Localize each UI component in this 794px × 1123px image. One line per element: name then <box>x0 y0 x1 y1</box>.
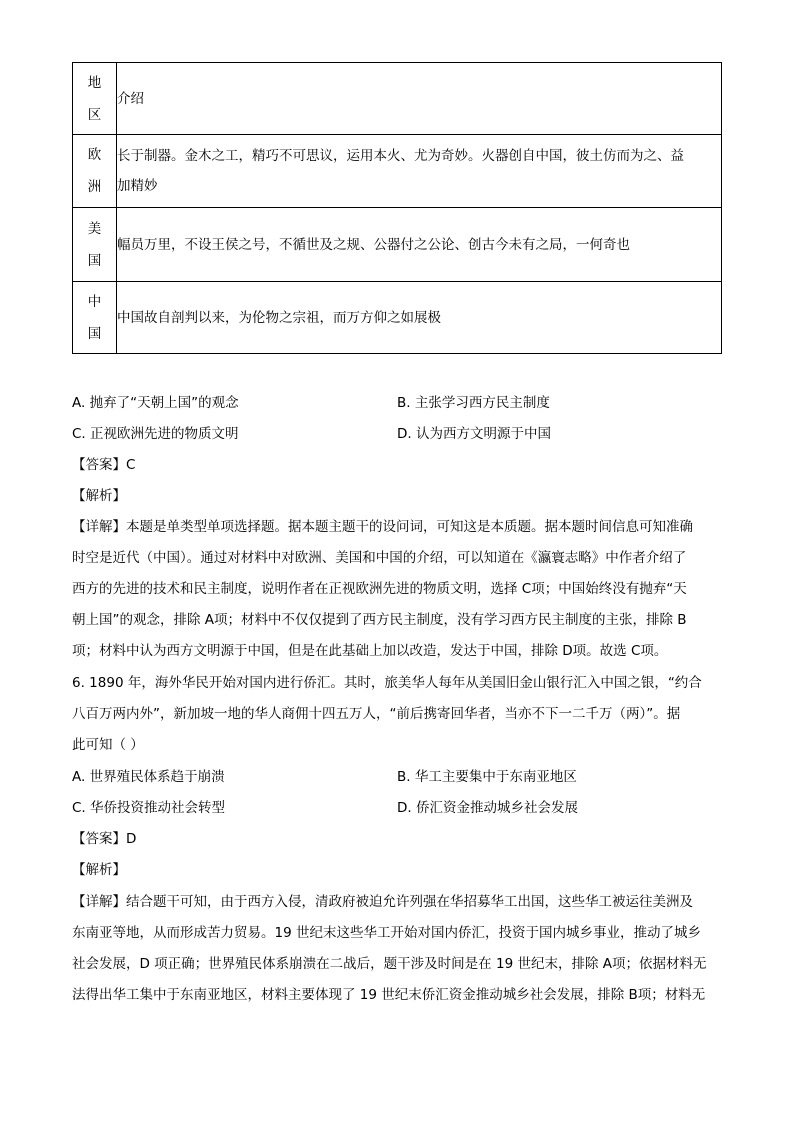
q6-option-c: C. 华侨投资推动社会转型 <box>72 800 226 816</box>
q6-detail-line: 东南亚等地，从而形成苦力贸易。19 世纪末这些华工开始对国内侨汇，投资于国内城乡事业，推动了城乡 <box>72 925 701 941</box>
table-row-china <box>73 282 722 354</box>
region-cell <box>73 282 117 354</box>
table-header-row <box>73 63 722 135</box>
content-line: 幅员万里，不设王侯之号，不循世及之规、公器付之公论、创古今未有之局，一何奇也 <box>117 236 630 253</box>
header-content-text: 介绍 <box>117 90 144 107</box>
region-cell <box>73 135 117 208</box>
content-cell <box>117 282 722 354</box>
content-line: 加精妙 <box>117 178 158 194</box>
q5-option-d: D. 认为西方文明源于中国 <box>397 426 551 442</box>
q6-option-b: B. 华工主要集中于东南亚地区 <box>397 769 577 785</box>
table-row-america <box>73 208 722 282</box>
q5-analysis-label: 【解析】 <box>72 488 126 504</box>
q6-detail-line: 法得出华工集中于东南亚地区，材料主要体现了 19 世纪末侨汇资金推动城乡社会发展，排除 B项；材料无 <box>72 987 706 1003</box>
q5-detail-line: 时空是近代（中国）。通过对材料中对欧洲、美国和中国的介绍，可以知道在《瀛寰志略》中作者介绍了 <box>72 550 687 566</box>
q5-detail-line: 项；材料中认为西方文明源于中国，但是在此基础上加以改造，发达于中国，排除 D项。故选 C项。 <box>72 643 668 659</box>
region-char: 国 <box>87 252 102 269</box>
q6-stem-line: 6. 1890 年，海外华民开始对国内进行侨汇。其时，旅美华人每年从美国旧金山银行汇入中国之银，“约合 <box>72 675 702 691</box>
header-region-char: 区 <box>87 106 102 123</box>
table-row-europe <box>73 135 722 208</box>
q5-option-a: A. 抛弃了“天朝上国”的观念 <box>72 395 239 411</box>
region-cell <box>73 208 117 282</box>
region-char: 美 <box>87 220 102 237</box>
q6-answer: 【答案】D <box>72 831 137 847</box>
region-char: 中 <box>87 293 102 310</box>
region-char: 国 <box>87 325 102 342</box>
content-cell <box>117 208 722 282</box>
content-cell <box>117 135 722 208</box>
q5-detail-line: 西方的先进的技术和民主制度，说明作者在正视欧洲先进的物质文明，选择 C项；中国始终没有抛弃“天 <box>72 581 687 597</box>
q6-option-d: D. 侨汇资金推动城乡社会发展 <box>397 800 578 816</box>
header-region-char: 地 <box>87 74 102 91</box>
content-line: 长于制器。金木之工，精巧不可思议，运用本火、尤为奇妙。火器创自中国，彼土仿而为之、益 <box>117 148 684 164</box>
q5-option-b: B. 主张学习西方民主制度 <box>397 395 550 411</box>
q6-detail-line: 社会发展，D 项正确；世界殖民体系崩溃在二战后，题干涉及时间是在 19 世纪末，排除 A项；依据材料无 <box>72 956 707 972</box>
header-content-cell <box>117 63 722 135</box>
q5-option-c: C. 正视欧洲先进的物质文明 <box>72 426 239 442</box>
q5-detail-line: 【详解】本题是单类型单项选择题。据本题主题干的设问词，可知这是本质题。据本题时间信息可知准确 <box>72 519 693 535</box>
content-line: 中国故自剖判以来，为伦物之宗祖，而万方仰之如展极 <box>117 309 441 326</box>
header-region-cell <box>73 63 117 135</box>
q6-analysis-label: 【解析】 <box>72 862 126 878</box>
region-char: 欧 <box>87 147 102 163</box>
region-char: 洲 <box>87 179 102 195</box>
q6-detail-line: 【详解】结合题干可知，由于西方入侵，清政府被迫允许列强在华招募华工出国，这些华工被运往美洲及 <box>72 894 693 910</box>
q6-option-a: A. 世界殖民体系趋于崩溃 <box>72 769 225 785</box>
q5-detail-line: 朝上国”的观念，排除 A项；材料中不仅仅提到了西方民主制度，没有学习西方民主制度的主张，排除 B <box>72 612 687 628</box>
q5-answer: 【答案】C <box>72 457 136 473</box>
q6-stem-line: 八百万两内外”，新加坡一地的华人商佣十四五万人，“前后携寄回华者，当亦不下一二千万（两）”。据 <box>72 706 681 722</box>
region-intro-table <box>72 62 722 354</box>
q6-stem-line: 此可知（ ） <box>72 737 144 753</box>
